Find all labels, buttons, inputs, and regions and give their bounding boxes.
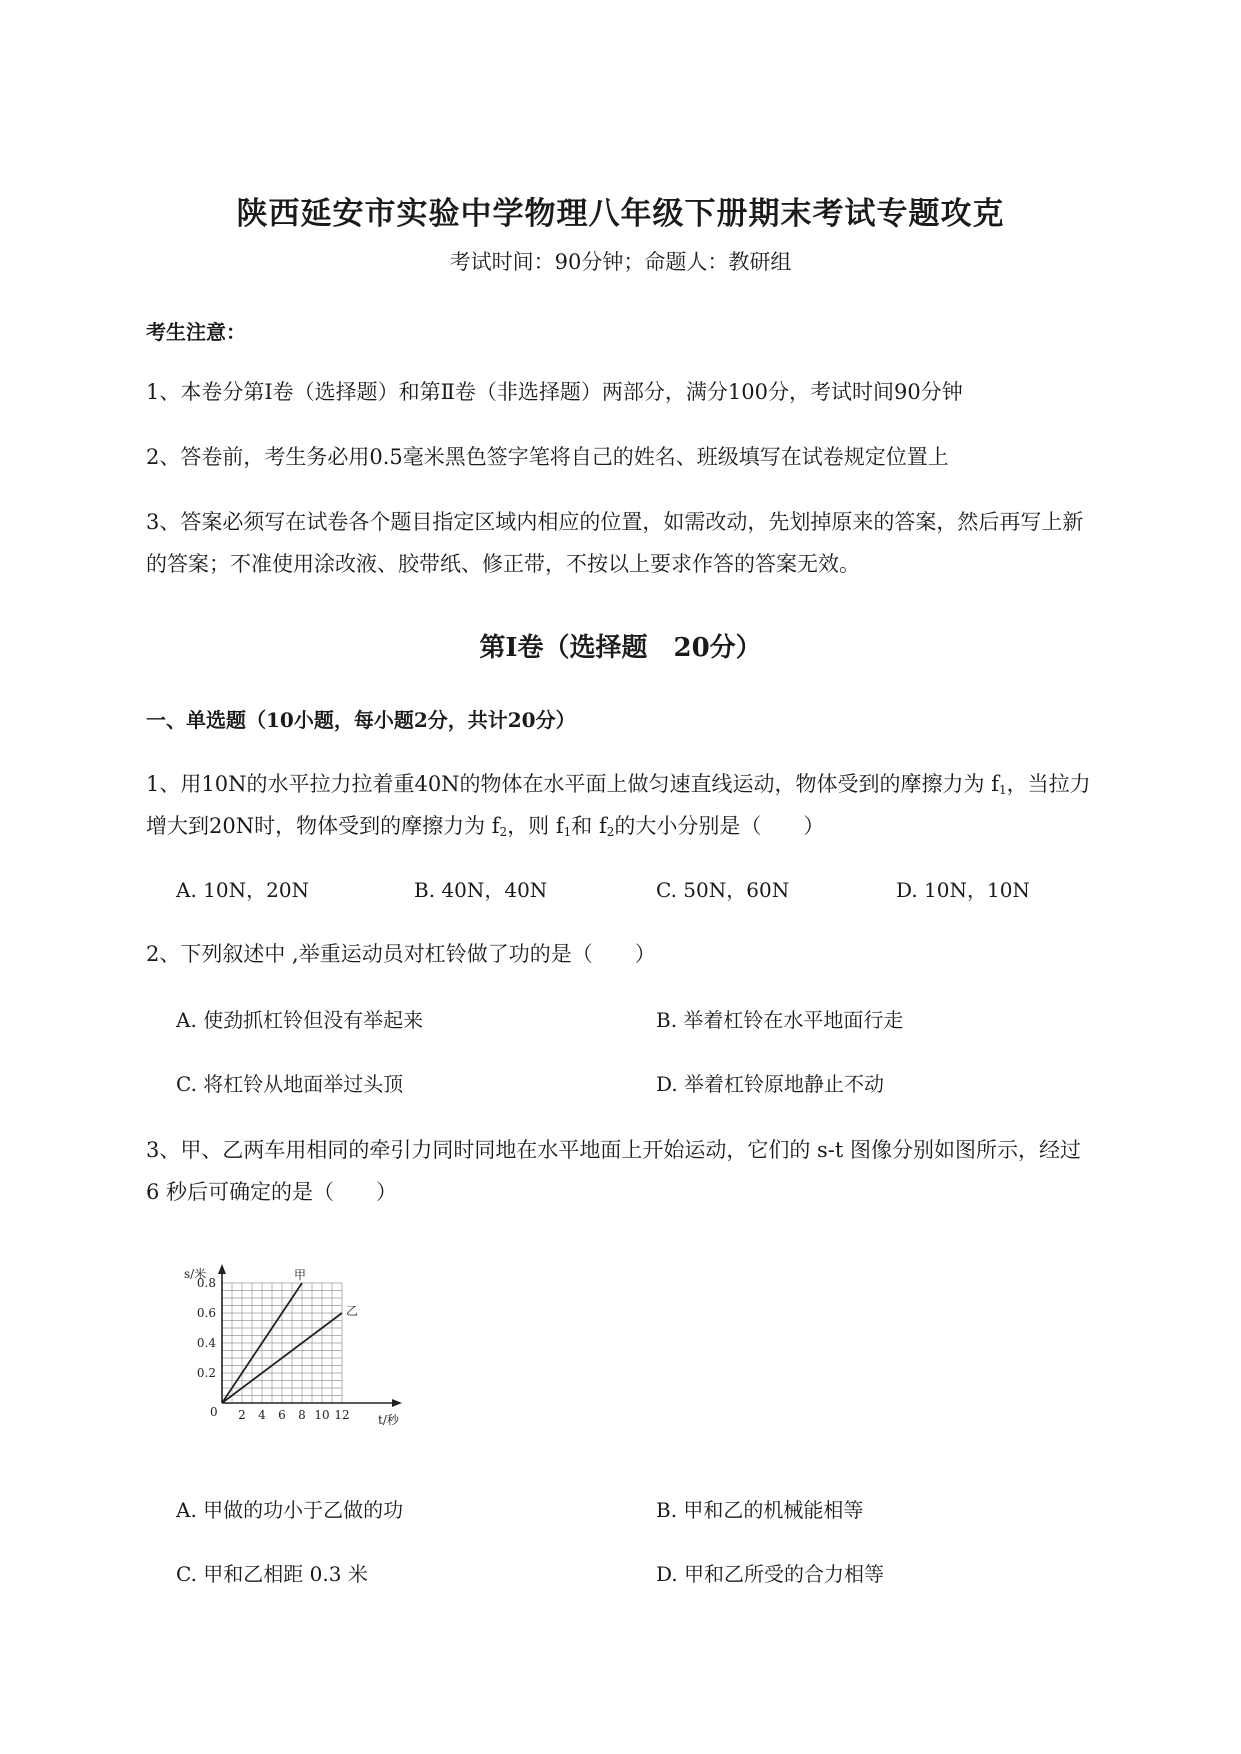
x-tick-label: 8 [298, 1408, 306, 1422]
section-title: 第Ⅰ卷（选择题 20分） [479, 633, 762, 663]
q1-stem-line1: 1、用10N的水平拉力拉着重40N的物体在水平面上做匀速直线运动，物体受到的摩擦力为 $f_1$，当拉力 [146, 772, 1091, 797]
q2-stem: 2、下列叙述中 ,举重运动员对杠铃做了功的是（ ） [146, 942, 656, 966]
q1-option-d: D. 10N，10N [896, 878, 1030, 902]
s-t-chart [170, 1258, 430, 1428]
part-heading: 一、单选题（10小题，每小题2分，共计20分） [146, 708, 576, 732]
q3-option-d: D. 甲和乙所受的合力相等 [656, 1562, 885, 1586]
q2-option-a: A. 使劲抓杠铃但没有举起来 [176, 1008, 424, 1032]
page-subtitle: 考试时间：90分钟；命题人：教研组 [449, 250, 792, 274]
notice-item: 2、答卷前，考生务必用0.5毫米黑色签字笔将自己的姓名、班级填写在试卷规定位置上 [146, 445, 949, 469]
origin-label: 0 [210, 1405, 218, 1419]
q3-stem-line1: 3、甲、乙两车用相同的牵引力同时同地在水平地面上开始运动，它们的 s-t 图像分别如图所示，经过 [146, 1138, 1082, 1162]
x-tick-label: 2 [238, 1408, 246, 1422]
y-tick-label: 0.4 [196, 1336, 216, 1350]
q1-option-b: B. 40N，40N [414, 878, 548, 902]
series-label: 乙 [346, 1304, 359, 1318]
notice-item: 3、答案必须写在试卷各个题目指定区域内相应的位置，如需改动，先划掉原来的答案，然后再写上新 [146, 510, 1084, 534]
q3-option-c: C. 甲和乙相距 0.3 米 [176, 1562, 368, 1586]
notice-item: 1、本卷分第Ⅰ卷（选择题）和第Ⅱ卷（非选择题）两部分，满分100分，考试时间90分钟 [146, 380, 963, 404]
y-axis-label: s/米 [184, 1267, 207, 1281]
q1-stem-line2: 增大到20N时，物体受到的摩擦力为 $f_2$，则 $f_1$和 $f_2$的大小分别是（ ） [146, 814, 825, 839]
x-tick-label: 12 [334, 1408, 350, 1422]
y-tick-label: 0.8 [196, 1276, 216, 1290]
q3-option-a: A. 甲做的功小于乙做的功 [176, 1498, 404, 1522]
x-tick-label: 10 [314, 1408, 330, 1422]
q1-option-c: C. 50N，60N [656, 878, 790, 902]
q3-option-b: B. 甲和乙的机械能相等 [656, 1498, 864, 1522]
x-tick-label: 6 [278, 1408, 286, 1422]
q2-option-b: B. 举着杠铃在水平地面行走 [656, 1008, 904, 1032]
y-tick-label: 0.2 [196, 1366, 216, 1380]
notice-item: 的答案；不准使用涂改液、胶带纸、修正带，不按以上要求作答的答案无效。 [146, 552, 860, 576]
q3-stem-line2: 6 秒后可确定的是（ ） [146, 1180, 398, 1204]
q1-option-a: A. 10N，20N [176, 878, 310, 902]
chart-grid [222, 1283, 342, 1403]
notice-heading: 考生注意： [146, 320, 246, 344]
series-label: 甲 [294, 1268, 307, 1282]
x-axis-label: t/秒 [378, 1413, 399, 1427]
page-title: 陕西延安市实验中学物理八年级下册期末考试专题攻克 [236, 196, 1005, 232]
y-tick-label: 0.6 [196, 1306, 216, 1320]
q2-option-d: D. 举着杠铃原地静止不动 [656, 1072, 885, 1096]
q2-option-c: C. 将杠铃从地面举过头顶 [176, 1072, 404, 1096]
x-tick-label: 4 [258, 1408, 266, 1422]
